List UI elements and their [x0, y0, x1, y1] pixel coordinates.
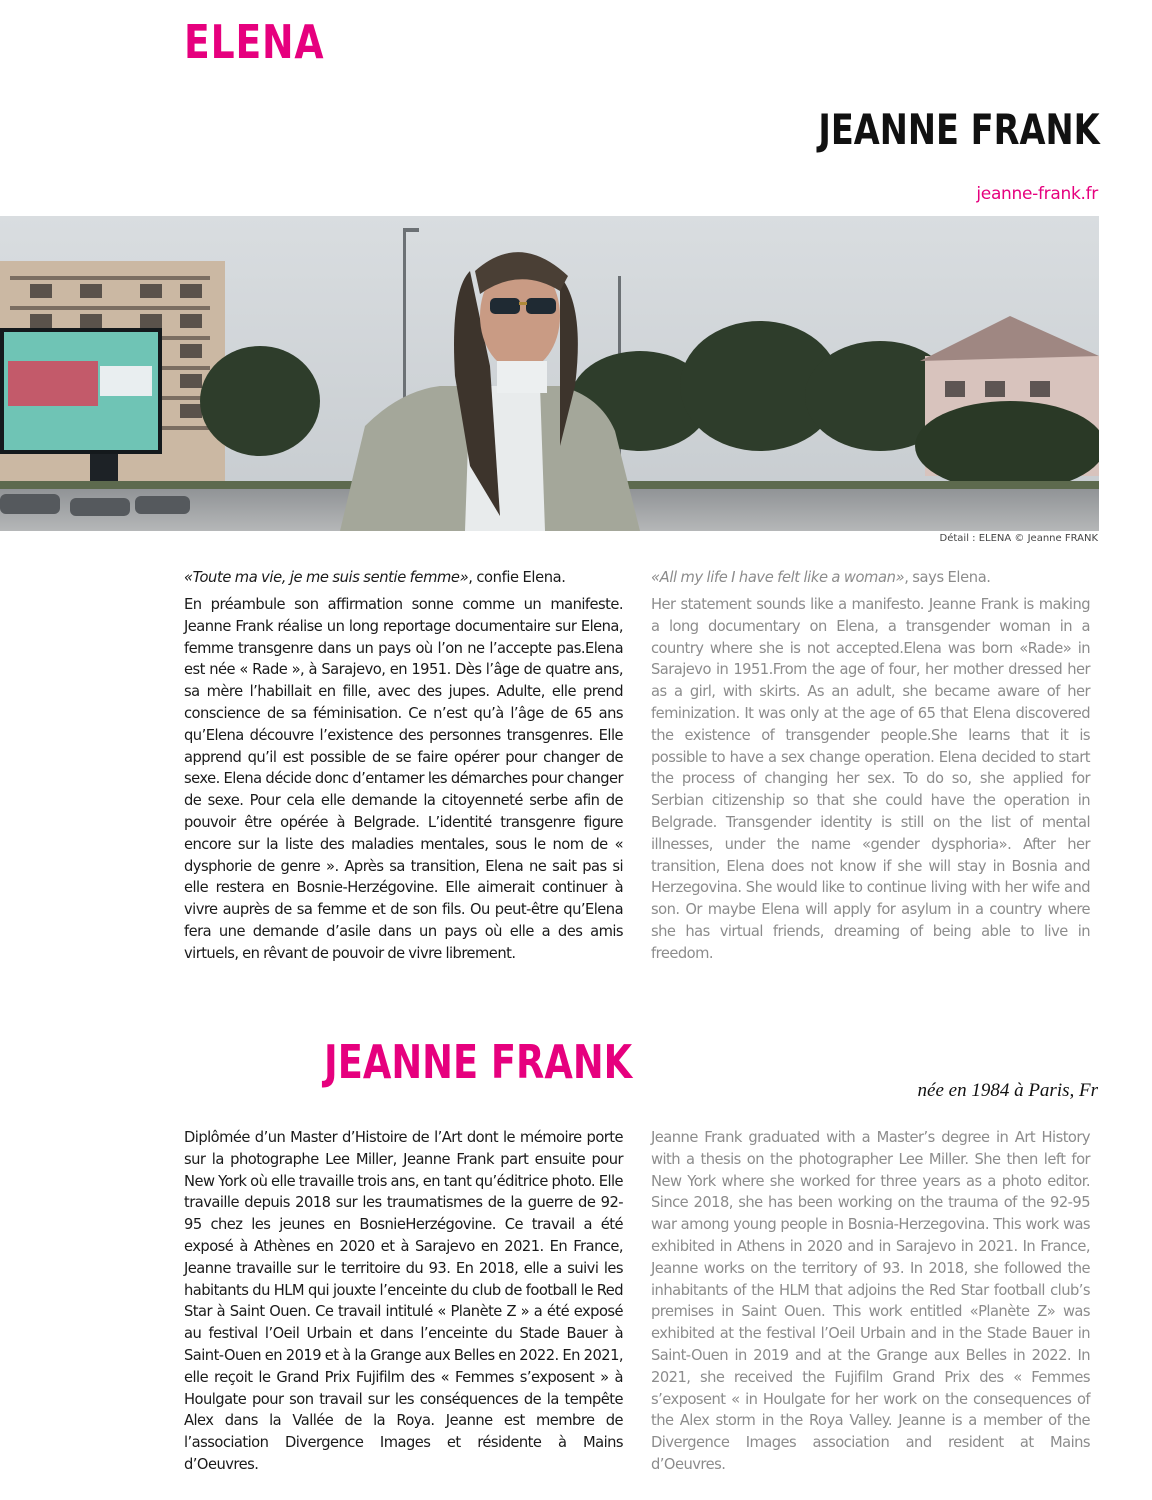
artist-name-heading: JEANNE FRANK	[818, 105, 1100, 154]
bio-title-text: JEANNE FRANK	[323, 1035, 632, 1089]
story-fr-quote-suffix: , confie Elena.	[468, 568, 566, 586]
story-en-quote: «All my life I have felt like a woman»	[651, 568, 905, 586]
website-link[interactable]: jeanne-frank.fr	[976, 184, 1098, 204]
story-en-body: Her statement sounds like a manifesto. Jeanne Frank is making a long documentary on Elena, a transgender woman in a country where she is not accepted.Elena was born «Rade» in Sarajevo in 1951.From the age of four, her mother dressed her as a girl, with skirts. As an adult, she became aware of her feminization. It was only at the age of 65 that Elena discovered the existence of transgender people.She learns that it is possible to have a sex change operation. Elena decided to start the process of changing her sex. To do so, she applied for Serbian citizenship so that she could have the operation in Belgrade. Transgender identity is still on the list of mental illnesses, under the name «gender dysphoria». After her transition, Elena does not know if she will stay in Bosnia and Herzegovina. She would like to continue living with her wife and son. Or maybe Elena will apply for asylum in a country where she has virtual friends, dreaming of being able to live in freedom.	[651, 595, 1091, 962]
story-en-column	[651, 566, 1090, 965]
bio-fr-body: Diplômée d’un Master d’Histoire de l’Art dont le mémoire porte sur la photographe Lee Miller, Jeanne Frank part ensuite pour New York où elle travaille trois ans, en tant qu’éditrice photo. Elle travaille depuis 2018 sur les traumatismes de la guerre de 92-95 chez les jeunes en BosnieHerzégovine. Ce travail a été exposé à Athènes en 2020 et à Sarajevo en 2021. En France, Jeanne travaille sur le territoire du 93. En 2018, elle a suivi les habitants du HLM qui jouxte l’enceinte du club de football le Red Star à Saint Ouen. Ce travail intitulé « Planète Z » a été exposé au festival l’Oeil Urbain et dans l’enceinte du Stade Bauer à Saint-Ouen en 2019 et à la Grange aux Belles en 2022. En 2021, elle reçoit le Grand Prix Fujifilm des « Femmes s’exposent » à Houlgate pour son travail sur les conséquences de la tempête Alex dans la Vallée de la Roya. Jeanne est membre de l’association Divergence Images et résidente à Mains d’Oeuvres.	[184, 1128, 624, 1473]
photo-credit: Détail : ELENA © Jeanne FRANK	[939, 533, 1098, 544]
artist-birth-info: née en 1984 à Paris, Fr	[917, 1080, 1098, 1101]
story-en-quote-suffix: , says Elena.	[904, 568, 991, 586]
portrait-photo	[0, 216, 1099, 531]
story-fr-quote: «Toute ma vie, je me suis sentie femme»	[184, 568, 469, 586]
bio-title	[184, 1034, 632, 1090]
story-en-quote-line	[651, 566, 1090, 588]
story-fr-quote-line	[184, 566, 623, 588]
page-title: ELENA	[184, 15, 325, 69]
story-fr-column	[184, 566, 623, 965]
bio-en-body: Jeanne Frank graduated with a Master’s degree in Art History with a thesis on the photographer Lee Miller. She then left for New York where she worked for three years as a photo editor. Since 2018, she has been working on the trauma of the 92-95 war among young people in Bosnia-Herzegovina. This work was exhibited in Athens in 2020 and in Sarajevo in 2021. In France, Jeanne works on the territory of 93. In 2018, she followed the inhabitants of the HLM that adjoins the Red Star football club’s premises in Saint Ouen. This work entitled «Planète Z» was exhibited at the festival l’Oeil Urbain and in the Stade Bauer in Saint-Ouen in 2019 and at the Grange aux Belles in 2022. In 2021, she received the Fujifilm Grand Prix des « Femmes s’exposent « in Houlgate for her work on the consequences of the Alex storm in the Roya Valley. Jeanne is a member of the Divergence Images association and resident at Mains d’Oeuvres.	[651, 1128, 1091, 1473]
story-fr-body: En préambule son affirmation sonne comme un manifeste. Jeanne Frank réalise un long reportage documentaire sur Elena, femme transgenre dans un pays où l’on ne l’accepte pas.Elena est née « Rade », à Sarajevo, en 1951. Dès l’âge de quatre ans, sa mère l’habillait en fille, avec des jupes. Adulte, elle prend conscience de sa féminisation. Ce n’est qu’à l’âge de 65 ans qu’Elena découvre l’existence des personnes transgenres. Elle apprend qu’il est possible de se faire opérer pour changer de sexe. Elena décide donc d’entamer les démarches pour changer de sexe. Pour cela elle demande la citoyenneté serbe afin de pouvoir être opérée à Belgrade. L’identité transgenre figure encore sur la liste des maladies mentales, sous le nom de « dysphorie de genre ». Après sa transition, Elena ne sait pas si elle restera en Bosnie-Herzégovine. Elle aimerait continuer à vivre auprès de sa femme et de son fils. Ou peut-être qu’Elena fera une demande d’asile dans un pays où elle a des amis virtuels, en rêvant de pouvoir de vivre librement.	[184, 595, 624, 962]
